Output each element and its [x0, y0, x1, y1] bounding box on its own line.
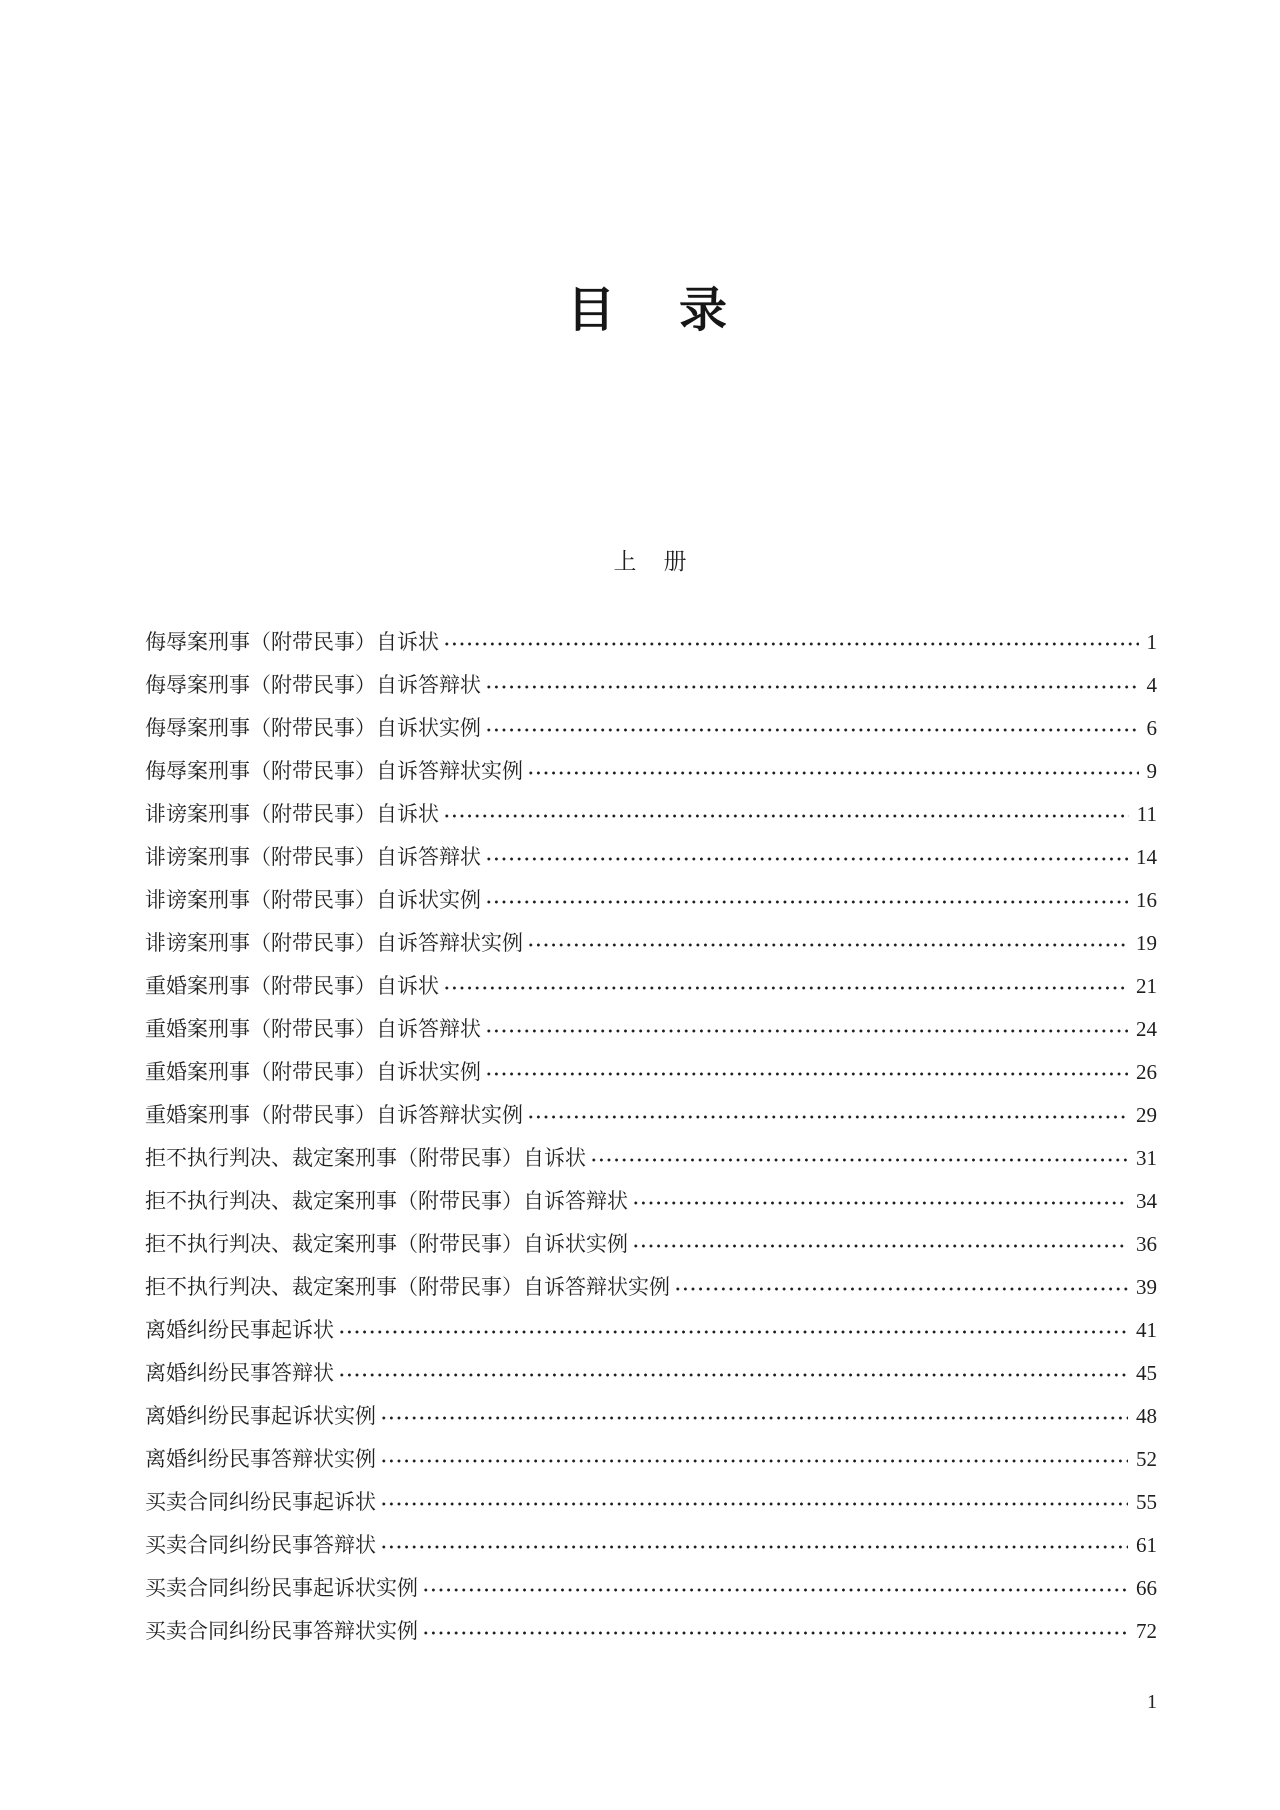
- toc-entry: [145, 793, 1157, 836]
- toc-entry: [145, 621, 1157, 664]
- toc-dot-leader: [483, 1051, 1128, 1094]
- volume-heading: 上 册: [613, 549, 689, 574]
- toc-dot-leader: [441, 793, 1129, 836]
- toc-entry-title: 拒不执行判决、裁定案刑事（附带民事）自诉状: [145, 1146, 586, 1170]
- toc-entry: [145, 965, 1157, 1008]
- toc-dot-leader: [630, 1180, 1128, 1223]
- toc-entry-title: 侮辱案刑事（附带民事）自诉状: [145, 630, 439, 654]
- toc-dot-leader: [420, 1567, 1128, 1610]
- toc-entry-title: 买卖合同纠纷民事起诉状: [145, 1490, 376, 1514]
- toc-entry-title: 诽谤案刑事（附带民事）自诉状实例: [145, 888, 481, 912]
- toc-dot-leader: [441, 621, 1139, 664]
- toc-dot-leader: [420, 1610, 1128, 1653]
- toc-dot-leader: [336, 1309, 1128, 1352]
- toc-entry: [145, 707, 1157, 750]
- toc-page-number: 61: [1136, 1533, 1157, 1557]
- toc-dot-leader: [378, 1438, 1128, 1481]
- toc-entry-title: 离婚纠纷民事答辩状: [145, 1361, 334, 1385]
- toc-entry: [145, 1352, 1157, 1395]
- toc-entry-title: 买卖合同纠纷民事答辩状: [145, 1533, 376, 1557]
- toc-entry-title: 诽谤案刑事（附带民事）自诉答辩状实例: [145, 931, 523, 955]
- toc-entry-title: 拒不执行判决、裁定案刑事（附带民事）自诉答辩状: [145, 1189, 628, 1213]
- toc-entry: [145, 879, 1157, 922]
- page-title: 目 录: [566, 284, 735, 337]
- toc-entry-title: 买卖合同纠纷民事起诉状实例: [145, 1576, 418, 1600]
- toc-entry: [145, 664, 1157, 707]
- toc-entry: [145, 1524, 1157, 1567]
- toc-page-number: 29: [1136, 1103, 1157, 1127]
- toc-page-number: 41: [1136, 1318, 1157, 1342]
- toc-dot-leader: [525, 750, 1139, 793]
- toc-page-number: 6: [1146, 716, 1157, 740]
- toc-page-number: 31: [1136, 1146, 1157, 1170]
- toc-dot-leader: [378, 1524, 1128, 1567]
- toc-entry: [145, 1180, 1157, 1223]
- toc-page-number: 26: [1136, 1060, 1157, 1084]
- toc-page-number: 72: [1136, 1619, 1157, 1643]
- toc-page-number: 45: [1136, 1361, 1157, 1385]
- toc-dot-leader: [483, 1008, 1128, 1051]
- toc-dot-leader: [483, 836, 1128, 879]
- toc-dot-leader: [483, 879, 1128, 922]
- toc-entry: [145, 1309, 1157, 1352]
- toc-list: [145, 621, 1157, 1653]
- toc-dot-leader: [672, 1266, 1128, 1309]
- toc-page-number: 9: [1146, 759, 1157, 783]
- toc-page-number: 24: [1136, 1017, 1157, 1041]
- footer-page-number: 1: [1147, 1691, 1157, 1713]
- toc-entry-title: 侮辱案刑事（附带民事）自诉状实例: [145, 716, 481, 740]
- toc-entry-title: 离婚纠纷民事起诉状实例: [145, 1404, 376, 1428]
- toc-dot-leader: [483, 707, 1139, 750]
- toc-dot-leader: [588, 1137, 1128, 1180]
- toc-entry-title: 重婚案刑事（附带民事）自诉答辩状: [145, 1017, 481, 1041]
- toc-entry: [145, 1481, 1157, 1524]
- toc-dot-leader: [525, 922, 1128, 965]
- toc-entry: [145, 836, 1157, 879]
- toc-page-number: 39: [1136, 1275, 1157, 1299]
- toc-page-number: 48: [1136, 1404, 1157, 1428]
- toc-dot-leader: [378, 1395, 1128, 1438]
- toc-dot-leader: [336, 1352, 1128, 1395]
- toc-entry-title: 拒不执行判决、裁定案刑事（附带民事）自诉状实例: [145, 1232, 628, 1256]
- toc-page-number: 36: [1136, 1232, 1157, 1256]
- toc-dot-leader: [630, 1223, 1128, 1266]
- toc-entry-title: 侮辱案刑事（附带民事）自诉答辩状实例: [145, 759, 523, 783]
- toc-entry-title: 重婚案刑事（附带民事）自诉答辩状实例: [145, 1103, 523, 1127]
- toc-entry: [145, 1266, 1157, 1309]
- toc-entry-title: 重婚案刑事（附带民事）自诉状实例: [145, 1060, 481, 1084]
- toc-entry-title: 离婚纠纷民事起诉状: [145, 1318, 334, 1342]
- toc-dot-leader: [441, 965, 1128, 1008]
- toc-page-number: 34: [1136, 1189, 1157, 1213]
- toc-entry-title: 离婚纠纷民事答辩状实例: [145, 1447, 376, 1471]
- toc-entry-title: 买卖合同纠纷民事答辩状实例: [145, 1619, 418, 1643]
- toc-entry: [145, 750, 1157, 793]
- toc-entry-title: 侮辱案刑事（附带民事）自诉答辩状: [145, 673, 481, 697]
- toc-entry: [145, 922, 1157, 965]
- toc-dot-leader: [525, 1094, 1128, 1137]
- toc-entry: [145, 1094, 1157, 1137]
- toc-entry: [145, 1008, 1157, 1051]
- toc-page-number: 16: [1136, 888, 1157, 912]
- toc-dot-leader: [483, 664, 1139, 707]
- toc-entry: [145, 1137, 1157, 1180]
- toc-page-number: 4: [1146, 673, 1157, 697]
- toc-entry-title: 拒不执行判决、裁定案刑事（附带民事）自诉答辩状实例: [145, 1275, 670, 1299]
- toc-entry: [145, 1438, 1157, 1481]
- toc-entry: [145, 1567, 1157, 1610]
- toc-page-number: 1: [1146, 630, 1157, 654]
- toc-entry-title: 诽谤案刑事（附带民事）自诉答辩状: [145, 845, 481, 869]
- toc-entry: [145, 1223, 1157, 1266]
- toc-entry-title: 重婚案刑事（附带民事）自诉状: [145, 974, 439, 998]
- toc-entry: [145, 1610, 1157, 1653]
- toc-entry-title: 诽谤案刑事（附带民事）自诉状: [145, 802, 439, 826]
- toc-entry: [145, 1051, 1157, 1094]
- toc-page-number: 21: [1136, 974, 1157, 998]
- toc-page-number: 52: [1136, 1447, 1157, 1471]
- toc-page-number: 14: [1136, 845, 1157, 869]
- toc-page-number: 19: [1136, 931, 1157, 955]
- toc-page-number: 11: [1136, 802, 1157, 826]
- toc-page-number: 55: [1136, 1490, 1157, 1514]
- toc-entry: [145, 1395, 1157, 1438]
- toc-dot-leader: [378, 1481, 1128, 1524]
- toc-page-number: 66: [1136, 1576, 1157, 1600]
